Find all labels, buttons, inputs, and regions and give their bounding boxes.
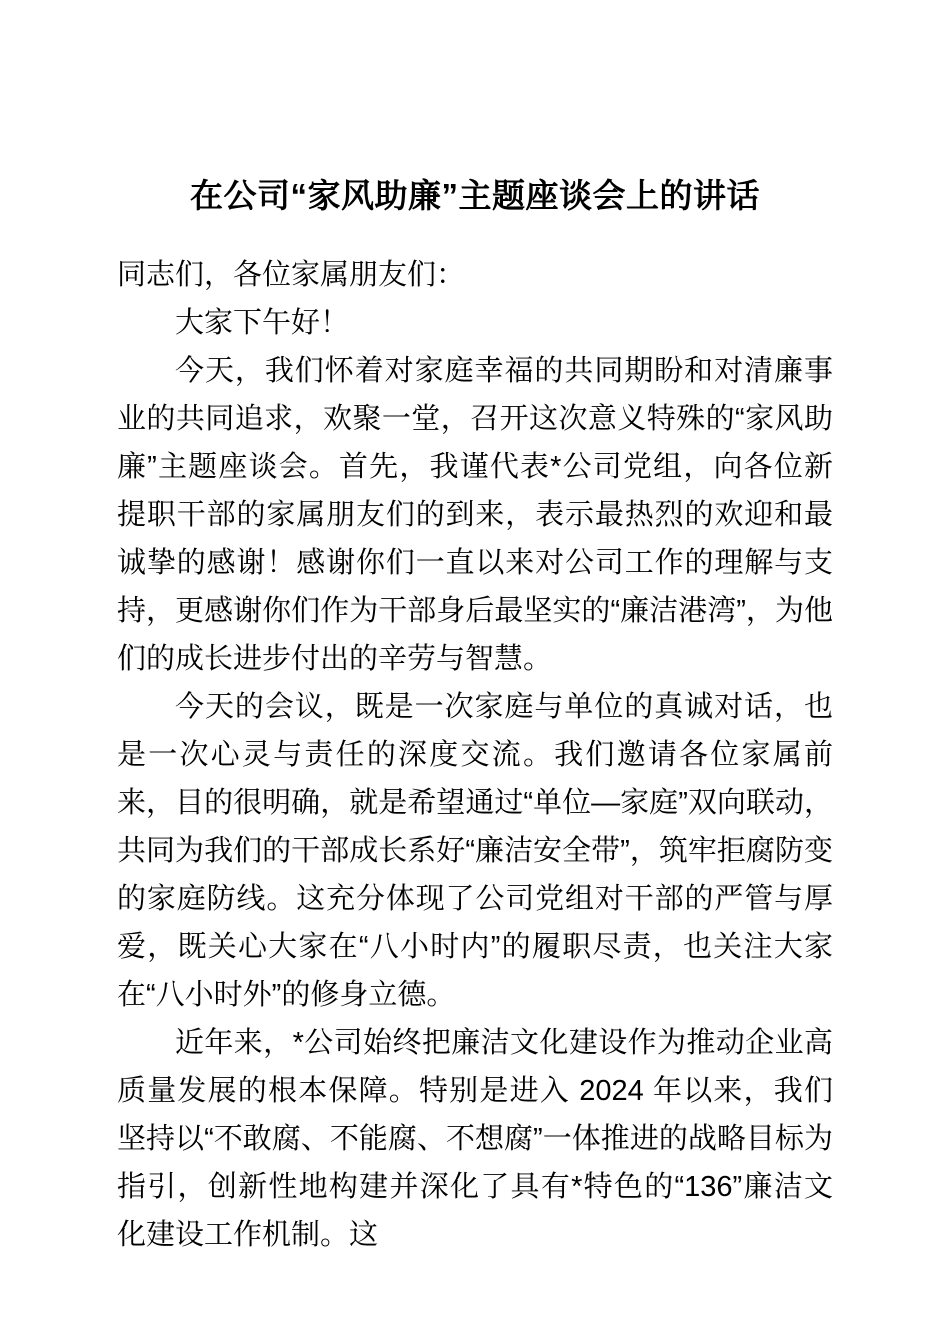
page-title: 在公司“家风助廉”主题座谈会上的讲话 [190,177,760,214]
greeting-line: 大家下午好！ [175,307,350,339]
body-paragraph-1: 今天，我们怀着对家庭幸福的共同期盼和对清廉事业的共同追求，欢聚一堂，召开这次意义特殊的“家风助廉”主题座谈会。首先，我谨代表*公司党组，向各位新提职干部的家属朋友们的到来，表示最热烈的欢迎和最诚挚的感谢！感谢你们一直以来对公司工作的理解与支持，更感谢你们作为干部身后最坚实的“廉洁港湾”，为他们的成长进步付出的辛劳与智慧。 [117,355,833,675]
document-body [117,0,833,1259]
body-paragraph-2: 今天的会议，既是一次家庭与单位的真诚对话，也是一次心灵与责任的深度交流。我们邀请各位家属前来，目的很明确，就是希望通过“单位—家庭”双向联动，共同为我们的干部成长系好“廉洁安全带”，筑牢拒腐防变的家庭防线。这充分体现了公司党组对干部的严管与厚爱，既关心大家在“八小时内”的履职尽责，也关注大家在“八小时外”的修身立德。 [117,691,833,1011]
salutation-line: 同志们，各位家属朋友们： [117,259,466,291]
body-paragraph-3: 近年来，*公司始终把廉洁文化建设作为推动企业高质量发展的根本保障。特别是进入 2024 年以来，我们坚持以“不敢腐、不能腐、不想腐”一体推进的战略目标为指引，创新性地构建并深化了具有*特色的“136”廉洁文化建设工作机制。这 [117,1027,833,1251]
